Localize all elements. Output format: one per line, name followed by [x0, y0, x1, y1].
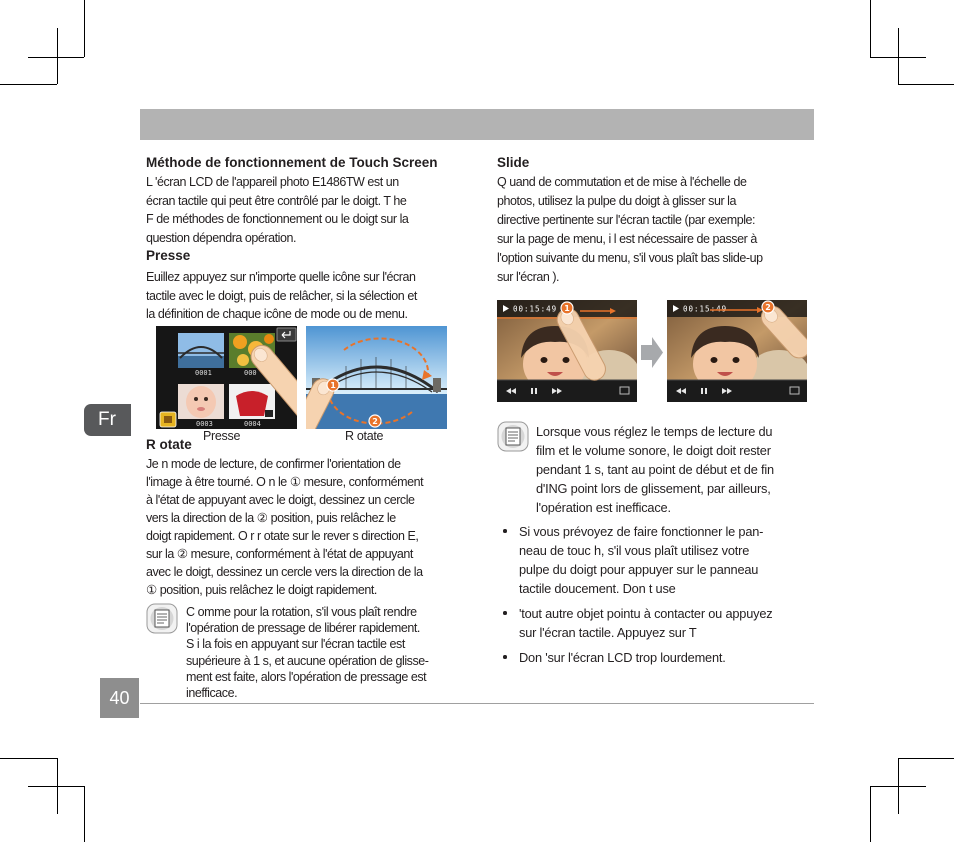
arrow-right-icon — [641, 337, 663, 368]
rotate-paragraph — [146, 455, 423, 599]
section-heading-slide: Slide — [497, 155, 530, 170]
text-line: C omme pour la rotation, s'il vous plaît rendre — [186, 605, 417, 619]
intro-paragraph — [146, 173, 408, 247]
svg-text:1: 1 — [564, 304, 570, 313]
slide-figure-start — [497, 300, 637, 402]
text-line: l'option suivante du menu, s'il vous plaît bas slide-up — [497, 250, 763, 265]
text-line: doigt rapidement. O r r otate sur le rever s direction E, — [146, 529, 419, 543]
text-line: question dépendra opération. — [146, 230, 297, 245]
text-line: neau de touc h, s'il vous plaît utilisez votre — [519, 542, 750, 558]
text-line: Je n mode de lecture, de confirmer l'orientation de — [146, 457, 401, 471]
text-line: l'opération est inefficace. — [536, 499, 671, 515]
text-line: sur l'écran tactile. Appuyez sur T — [519, 624, 697, 640]
bottom-rule — [140, 703, 814, 704]
note-icon — [497, 421, 529, 452]
text-line: Lorsque vous réglez le temps de lecture du — [536, 423, 773, 439]
text-line: à l'état de appuyant avec le doigt, dessinez un cercle — [146, 493, 415, 507]
step-marker-1 — [561, 302, 573, 314]
slide-figure-end — [667, 300, 807, 402]
bullet-dot — [503, 611, 507, 615]
text-line: photos, utilisez la pulpe du doigt à glisser sur la — [497, 193, 737, 208]
text-line: tactile doucement. Don t use — [519, 580, 676, 596]
text-line: L 'écran LCD de l'appareil photo E1486TW est un — [146, 175, 399, 189]
thumbnail-bridge — [178, 333, 224, 368]
text-line: pendant 1 s, tant au point de début et de fin — [536, 461, 774, 477]
slide-paragraph — [497, 173, 763, 287]
text-line: S i la fois en appuyant sur l'écran tactile est — [186, 637, 405, 652]
text-line: film et le volume sonore, le doigt doit rester — [536, 442, 771, 458]
thumbnail-baby — [178, 384, 224, 419]
bullet-item — [519, 648, 726, 667]
text-line: Euillez appuyez sur n'importe quelle icône sur l'écran — [146, 270, 416, 284]
section-heading-touch-screen: Méthode de fonctionnement de Touch Screen — [146, 155, 438, 170]
text-line: pulpe du doigt pour appuyer sur le panneau — [519, 561, 759, 577]
text-line: tactile avec le doigt, puis de relâcher, si la sélection et — [146, 288, 417, 303]
text-line: F de méthodes de fonctionnement ou le doigt sur la — [146, 212, 409, 226]
thumbnail-label: 0001 — [195, 369, 212, 377]
figure-caption-press: Presse — [203, 429, 241, 443]
text-line: écran tactile qui peut être contrôlé par le doigt. T he — [146, 193, 407, 208]
figure-caption-rotate: R otate — [345, 429, 384, 443]
note-icon — [146, 603, 178, 634]
bullet-dot — [503, 655, 507, 659]
text-line: Si vous prévoyez de faire fonctionner le pan- — [519, 523, 764, 539]
step-marker-1 — [327, 379, 339, 391]
menu-icon — [160, 412, 176, 427]
thumbnail-label: 0004 — [244, 420, 261, 428]
text-line: avec le doigt, dessinez un cercle vers la direction de la — [146, 565, 423, 579]
playback-time: 00:15:49 — [513, 304, 558, 314]
text-line: inefficace. — [186, 686, 238, 701]
rotate-figure — [306, 326, 447, 429]
return-icon — [277, 328, 296, 341]
thumbnail-label: 0003 — [196, 420, 213, 428]
bullet-dot — [503, 529, 507, 533]
svg-text:2: 2 — [765, 303, 771, 312]
step-marker-2 — [369, 415, 381, 427]
thumbnail-label: 000 — [244, 369, 257, 377]
text-line: l'image à être tourné. O n le ① mesure, conformément — [146, 475, 424, 489]
thumbnail-red-pouch — [229, 384, 275, 419]
rotate-note — [186, 604, 428, 701]
svg-text:2: 2 — [372, 417, 378, 426]
text-line: sur la ② mesure, conformément à l'état de appuyant — [146, 547, 413, 561]
text-line: ① position, puis relâchez le doigt rapidement. — [146, 583, 377, 597]
press-figure — [156, 326, 297, 429]
slide-note — [536, 422, 774, 517]
text-line: l'opération de pressage de libérer rapidement. — [186, 621, 420, 636]
press-paragraph — [146, 268, 417, 324]
bullet-item — [519, 604, 772, 642]
text-line: sur la page de menu, i l est nécessaire de passer à — [497, 231, 757, 246]
step-marker-2 — [762, 301, 774, 313]
svg-text:1: 1 — [330, 381, 336, 390]
text-line: vers la direction de la ② position, puis relâchez le — [146, 511, 396, 525]
text-line: la définition de chaque icône de mode ou de menu. — [146, 307, 408, 321]
text-line: Don 'sur l'écran LCD trop lourdement. — [519, 649, 726, 665]
section-heading-press: Presse — [146, 248, 191, 263]
text-line: Q uand de commutation et de mise à l'échelle de — [497, 174, 747, 189]
playback-time: 00:15:49 — [683, 304, 728, 314]
text-line: 'tout autre objet pointu à contacter ou appuyez — [519, 605, 773, 621]
text-line: sur l'écran ). — [497, 269, 560, 284]
text-line: supérieure à 1 s, et aucune opération de glisse- — [186, 653, 429, 668]
text-line: d'ING point lors de glissement, par ailleurs, — [536, 480, 771, 496]
text-line: directive pertinente sur l'écran tactile (par exemple: — [497, 212, 756, 227]
bullet-item — [519, 522, 763, 598]
section-heading-rotate: R otate — [146, 437, 192, 452]
header-bar — [140, 109, 814, 140]
language-tab: Fr — [84, 404, 131, 436]
text-line: ment est faite, alors l'opération de pressage est — [186, 669, 427, 684]
page-number: 40 — [100, 678, 139, 718]
